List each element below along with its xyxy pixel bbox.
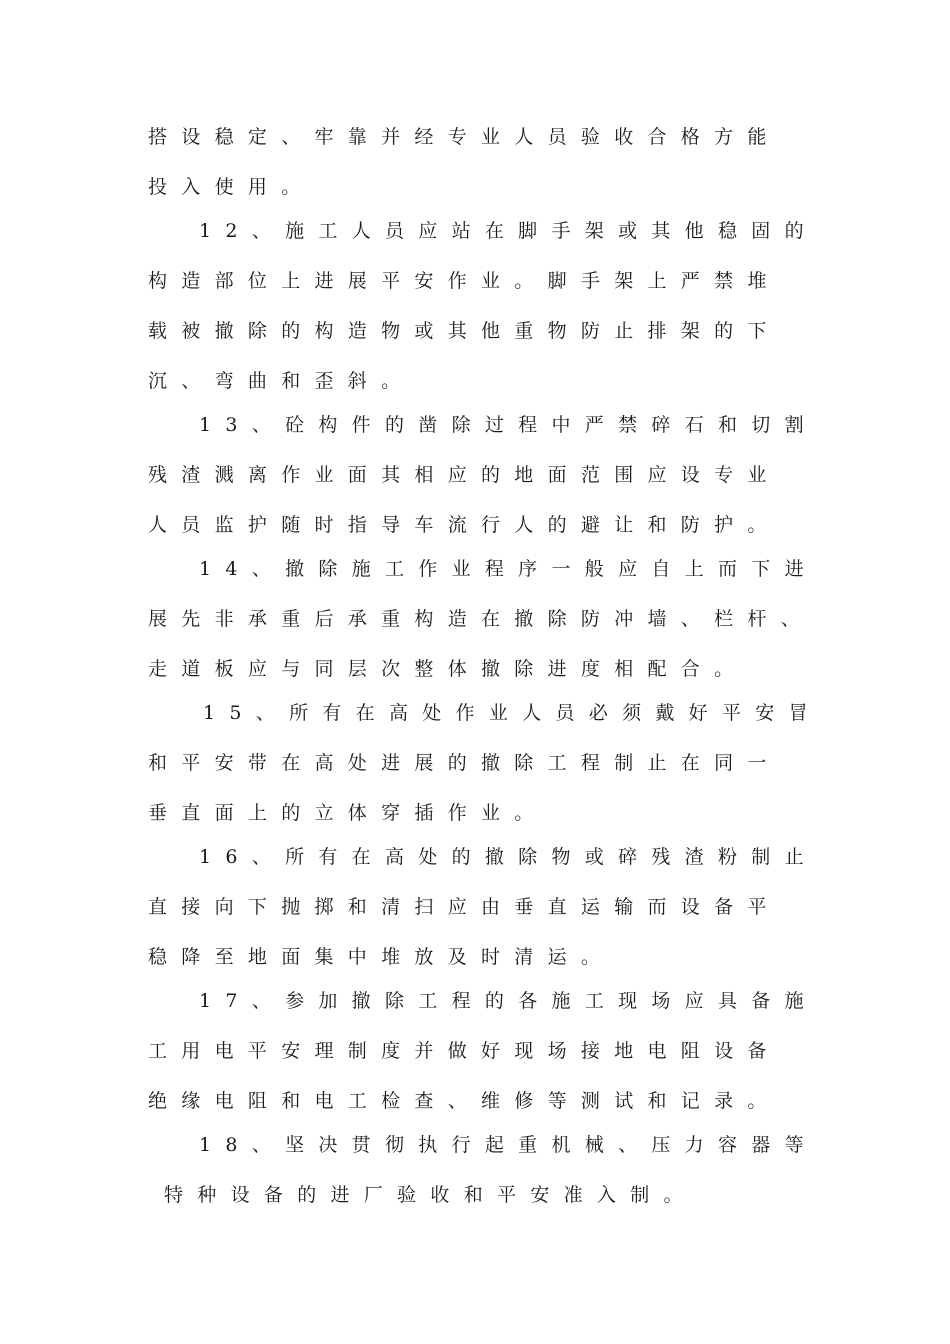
text-line: 直接向下抛掷和清扫应由垂直运输而设备平: [148, 896, 781, 918]
text-line: 16、所有在高处的撤除物或碎残渣粉制止: [199, 846, 818, 868]
text-line: 沉、弯曲和歪斜。: [148, 370, 415, 392]
text-line: 投入使用。: [148, 176, 315, 198]
text-line: 走道板应与同层次整体撤除进度相配合。: [148, 658, 748, 680]
text-line: 15、所有在高处作业人员必须戴好平安冒: [203, 702, 822, 724]
text-line: 工用电平安理制度并做好现场接地电阻设备: [148, 1040, 781, 1062]
text-line: 搭设稳定、牢靠并经专业人员验收合格方能: [148, 126, 781, 148]
text-line: 人员监护随时指导车流行人的避让和防护。: [148, 514, 781, 536]
text-line: 和平安带在高处进展的撤除工程制止在同一: [148, 752, 781, 774]
text-line: 绝缘电阻和电工检查、维修等测试和记录。: [148, 1090, 781, 1112]
text-line: 垂直面上的立体穿插作业。: [148, 802, 548, 824]
text-line: 稳降至地面集中堆放及时清运。: [148, 946, 615, 968]
text-line: 13、砼构件的凿除过程中严禁碎石和切割: [199, 414, 818, 436]
text-line: 18、坚决贯彻执行起重机械、压力容器等: [199, 1134, 818, 1156]
text-line: 构造部位上进展平安作业。脚手架上严禁堆: [148, 270, 781, 292]
text-line: 残渣溅离作业面其相应的地面范围应设专业: [148, 464, 781, 486]
text-line: 载被撤除的构造物或其他重物防止排架的下: [148, 320, 781, 342]
text-line: 14、撤除施工作业程序一般应自上而下进: [199, 558, 818, 580]
text-line: 特种设备的进厂验收和平安准入制。: [164, 1184, 697, 1206]
text-line: 17、参加撤除工程的各施工现场应具备施: [199, 990, 818, 1012]
text-line: 12、施工人员应站在脚手架或其他稳固的: [199, 220, 818, 242]
text-line: 展先非承重后承重构造在撤除防冲墙、栏杆、: [148, 608, 815, 630]
